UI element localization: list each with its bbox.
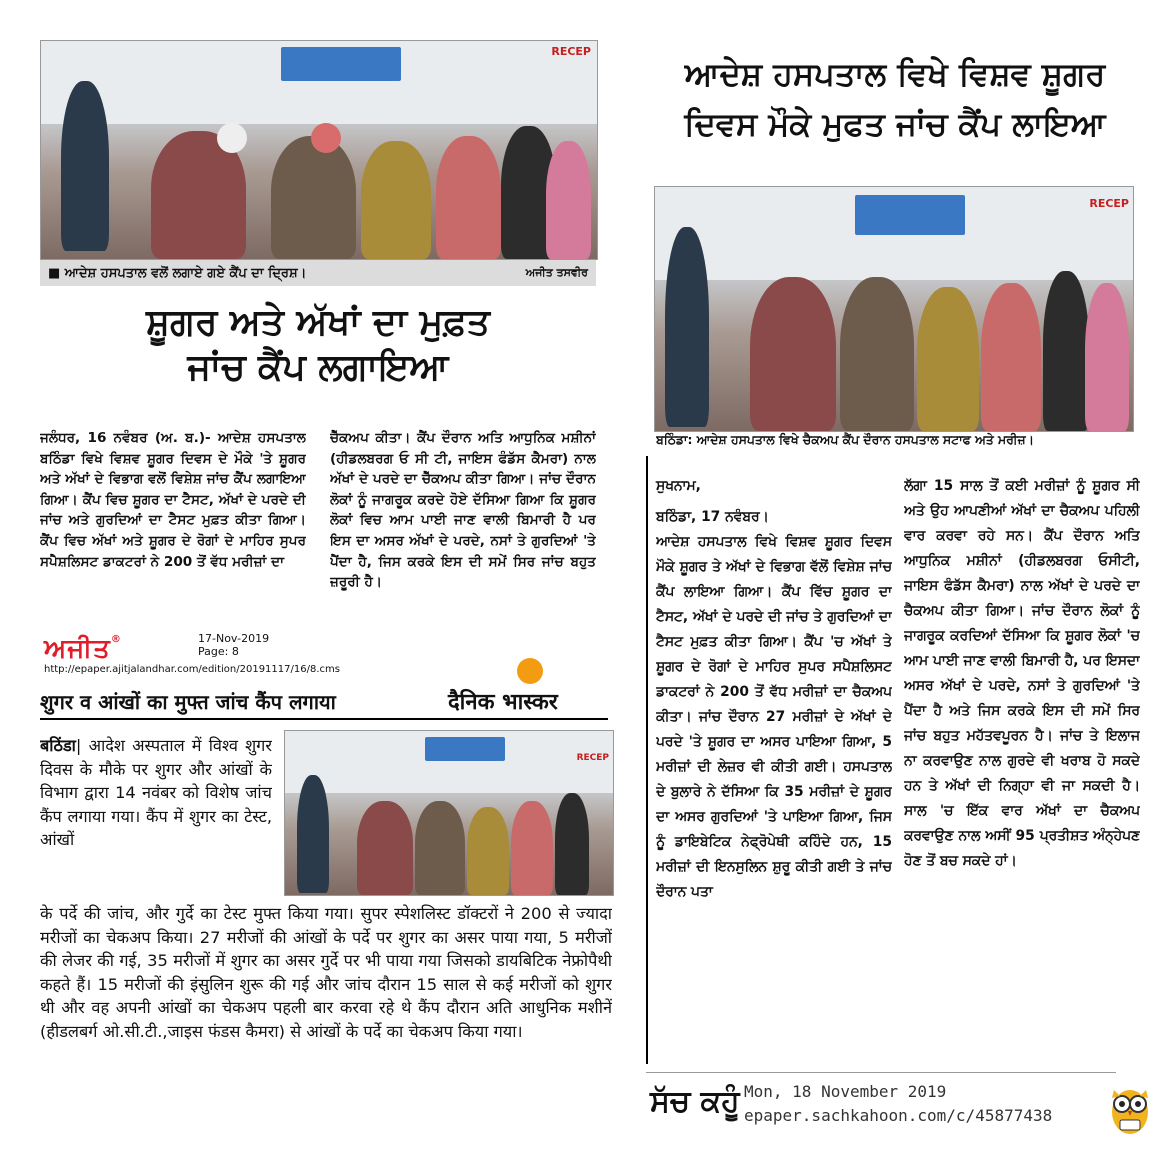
sachkahoon-url[interactable]: epaper.sachkahoon.com/c/45877438 [744,1106,1053,1125]
article3-column-1: ਆਦੇਸ਼ ਹਸਪਤਾਲ ਵਿਖੇ ਵਿਸ਼ਵ ਸ਼ੂਗਰ ਦਿਵਸ ਮੌਕੇ ਸ਼ੂਗਰ ਤੇ ਅੱਖਾਂ ਦੇ ਵਿਭਾਗ ਵੱਲੋਂ ਵਿਸ਼ੇਸ਼ ਜਾਂਚ ਕੈਂਪ ਲਾਇਆ ਗਿਆ। ਕੈਂਪ ਵਿੱਚ ਸ਼ੂਗਰ ਦਾ ਟੈਸਟ, ਅੱਖਾਂ ਦੇ ਪਰਦੇ ਦੀ ਜਾਂਚ ਤੇ ਗੁਰਦਿਆਂ ਦਾ ਟੈਸਟ ਮੁਫ਼ਤ ਕੀਤਾ ਗਿਆ। ਕੈਂਪ 'ਚ ਅੱਖਾਂ ਤੇ ਸ਼ੂਗਰ ਦੇ ਰੋਗਾਂ ਦੇ ਮਾਹਿਰ ਸੁਪਰ ਸਪੈਸ਼ਲਿਸਟ ਡਾਕਟਰਾਂ ਨੇ 200 ਤੋਂ ਵੱਧ ਮਰੀਜ਼ਾਂ ਦਾ ਚੈਕਅਪ ਕੀਤਾ। ਜਾਂਚ ਦੌਰਾਨ 27 ਮਰੀਜ਼ਾਂ ਦੇ ਅੱਖਾਂ ਦੇ ਪਰਦੇ 'ਤੇ ਸ਼ੂਗਰ ਦਾ ਅਸਰ ਪਾਇਆ ਗਿਆ, 5 ਮਰੀਜ਼ਾਂ ਦੀ ਲੇਜ਼ਰ ਵੀ ਕੀਤੀ ਗਈ। ਹਸਪਤਾਲ ਦੇ ਬੁਲਾਰੇ ਨੇ ਦੱਸਿਆ ਕਿ 35 ਮਰੀਜ਼ਾਂ ਦੇ ਸ਼ੂਗਰ ਦਾ ਅਸਰ ਗੁਰਦਿਆਂ 'ਤੇ ਪਾਇਆ ਗਿਆ, ਜਿਸ ਨੂੰ ਡਾਇਬੇਟਿਕ ਨੇਫ੍ਰੋਪੇਥੀ ਕਹਿੰਦੇ ਹਨ, 15 ਮਰੀਜ਼ਾਂ ਦੀ ਇਨਸੁਲਿਨ ਸ਼ੁਰੂ ਕੀਤੀ ਗਈ ਤੇ ਜਾਂਚ ਦੌਰਾਨ ਪਤਾ [656,534,892,900]
recep-sign: RECEP [551,45,591,58]
article1-photo [40,40,598,260]
ajit-url[interactable]: http://epaper.ajitjalandhar.com/edition/20191117/16/8.cms [44,664,340,675]
article3-photo [654,186,1134,432]
recep-sign: RECEP [1089,197,1129,210]
article3-footer-rule [646,1072,1116,1073]
article3-photo-caption: ਬਠਿੰਡਾ: ਆਦੇਸ਼ ਹਸਪਤਾਲ ਵਿਖੇ ਚੈਕਅਪ ਕੈਂਪ ਦੌਰਾਨ ਹਸਪਤਾਲ ਸਟਾਫ ਅਤੇ ਮਰੀਜ਼। [656,432,1034,447]
headline-line-1: ਸ਼ੂਗਰ ਅਤੇ ਅੱਖਾਂ ਦਾ ਮੁਫ਼ਤ [146,302,490,343]
article3-dateline: ਬਠਿੰਡਾ, 17 ਨਵੰਬਰ। [656,509,769,525]
bhaskar-logo: दैनिक भास्कर [448,690,558,715]
article2-place: बठिंडा [40,736,76,755]
photo-credit: ਅਜੀਤ ਤਸਵੀਰ [525,266,588,279]
article2-body: के पर्दे की जांच, और गुर्दे का टेस्ट मुफ्त किया गया। सुपर स्पेशलिस्ट डॉक्टरों ने 200 से ज्यादा मरीजों का चेकअप किया। 27 मरीजों की आंखों के पर्दे पर शुगर का असर पाया गया, 5 मरीजों की लेजर की गई, 35 मरीजों में शुगर का असर गुर्दे पर भी पाया गया जिसको डायबिटिक नेफ्रोपैथी कहते हैं। 15 मरीजों की इंसुलिन शुरू की गई और जांच दौरान 15 साल से कई मरीजों को शुगर थी और वह अपनी आंखों का चेकअप पहली बार करवा रहे थे कैंप दौरान अति आधुनिक मशीनें (हीडलबर्ग ओ.सी.टी.,जाइस फंडस कैमरा) से आंखों के पर्दे का चेकअप किया गया। [40,904,612,1041]
owl-mascot-icon [1110,1080,1150,1136]
ajit-logo-text: ਅਜੀਤ [44,634,111,664]
ajit-date: 17-Nov-2019 [198,632,270,645]
sachkahoon-logo: ਸੱਚ ਕਹੂੰ [650,1084,740,1119]
recep-sign: RECEP [576,753,609,763]
article2-lead: बठिंडा| आदेश अस्पताल में विश्व शुगर दिवस के मौके पर शुगर और आंखों के विभाग द्वारा 14 नवंबर को विशेष जांच कैंप लगाया गया। कैंप में शुगर का टेस्ट, आंखों [40,736,272,850]
article1-column-2: ਚੈੱਕਅਪ ਕੀਤਾ। ਕੈਂਪ ਦੌਰਾਨ ਅਤਿ ਆਧੁਨਿਕ ਮਸ਼ੀਨਾਂ (ਹੀਡਲਬਰਗ ਓ ਸੀ ਟੀ, ਜਾਇਸ ਫੰਡੱਸ ਕੈਮਰਾ) ਨਾਲ ਅੱਖਾਂ ਦੇ ਪਰਦੇ ਦਾ ਚੈੱਕਅਪ ਕੀਤਾ ਗਿਆ। ਜਾਂਚ ਦੌਰਾਨ ਲੋਕਾਂ ਨੂੰ ਜਾਗਰੂਕ ਕਰਦੇ ਹੋਏ ਦੱਸਿਆ ਗਿਆ ਕਿ ਸ਼ੂਗਰ ਲੋਕਾਂ ਵਿਚ ਆਮ ਪਾਈ ਜਾਣ ਵਾਲੀ ਬਿਮਾਰੀ ਹੈ ਪਰ ਇਸ ਦਾ ਅਸਰ ਅੱਖਾਂ ਦੇ ਪਰਦੇ, ਨਸਾਂ ਤੇ ਗੁਰਦਿਆਂ 'ਤੇ ਪੈਂਦਾ ਹੈ, ਜਿਸ ਕਰਕੇ ਇਸ ਦੀ ਸਮੇਂ ਸਿਰ ਜਾਂਚ ਬਹੁਤ ਜ਼ਰੂਰੀ ਹੈ। [330,430,596,591]
ajit-page: Page: 8 [198,645,239,658]
ajit-logo [44,634,122,665]
ajit-logo-mark: ® [110,634,122,645]
article2-rule [40,718,608,720]
headline-line-2: ਜਾਂਚ ਕੈਂਪ ਲਗਾਇਆ [187,347,449,388]
article2-headline: शुगर व आंखों का मुफ्त जांच कैंप लगाया [40,690,336,714]
photo-caption-text: ■ ਆਦੇਸ਼ ਹਸਪਤਾਲ ਵਲੋਂ ਲਗਾਏ ਗਏ ਕੈਂਪ ਦਾ ਦ੍ਰਿਸ਼। [48,265,307,281]
article3-rule [646,456,648,1064]
article1-headline [40,300,596,390]
article3-byline: ਸੁਖਨਾਮ, [656,478,701,494]
sachkahoon-date: Mon, 18 November 2019 [744,1082,947,1101]
article1-photo-caption [40,260,596,286]
article1-column-1: ਜਲੰਧਰ, 16 ਨਵੰਬਰ (ਅ. ਬ.)- ਆਦੇਸ਼ ਹਸਪਤਾਲ ਬਠਿੰਡਾ ਵਿਖੇ ਵਿਸ਼ਵ ਸ਼ੂਗਰ ਦਿਵਸ ਦੇ ਮੌਕੇ 'ਤੇ ਸ਼ੂਗਰ ਅਤੇ ਅੱਖਾਂ ਦੇ ਵਿਭਾਗ ਵਲੋਂ ਵਿਸ਼ੇਸ਼ ਜਾਂਚ ਕੈਂਪ ਲਗਾਇਆ ਗਿਆ। ਕੈਂਪ ਵਿਚ ਸ਼ੂਗਰ ਦਾ ਟੈਸਟ, ਅੱਖਾਂ ਦੇ ਪਰਦੇ ਦੀ ਜਾਂਚ ਅਤੇ ਗੁਰਦਿਆਂ ਦਾ ਟੈਸਟ ਮੁਫ਼ਤ ਕੀਤਾ ਗਿਆ। ਕੈਂਪ ਵਿਚ ਅੱਖਾਂ ਅਤੇ ਸ਼ੂਗਰ ਦੇ ਰੋਗਾਂ ਦੇ ਮਾਹਿਰ ਸੁਪਰ ਸਪੈਸ਼ਲਿਸਟ ਡਾਕਟਰਾਂ ਨੇ 200 ਤੋਂ ਵੱਧ ਮਰੀਜ਼ਾਂ ਦਾ [40,430,306,570]
headline-line-1: ਆਦੇਸ਼ ਹਸਪਤਾਲ ਵਿਖੇ ਵਿਸ਼ਵ ਸ਼ੂਗਰ [684,55,1106,93]
article3-column-2: ਲੱਗਾ 15 ਸਾਲ ਤੋਂ ਕਈ ਮਰੀਜ਼ਾਂ ਨੂੰ ਸ਼ੂਗਰ ਸੀ ਅਤੇ ਉਹ ਆਪਣੀਆਂ ਅੱਖਾਂ ਦਾ ਚੈਕਅਪ ਪਹਿਲੀ ਵਾਰ ਕਰਵਾ ਰਹੇ ਸਨ। ਕੈਂਪ ਦੌਰਾਨ ਅਤਿ ਆਧੁਨਿਕ ਮਸ਼ੀਨਾਂ (ਹੀਡਲਬਰਗ ਓਸੀਟੀ, ਜਾਇਸ ਫੰਡੱਸ ਕੈਮਰਾ) ਨਾਲ ਅੱਖਾਂ ਦੇ ਪਰਦੇ ਦਾ ਚੈਕਅਪ ਕੀਤਾ ਗਿਆ। ਜਾਂਚ ਦੌਰਾਨ ਲੋਕਾਂ ਨੂੰ ਜਾਗਰੂਕ ਕਰਦਿਆਂ ਦੱਸਿਆ ਕਿ ਸ਼ੂਗਰ ਲੋਕਾਂ 'ਚ ਆਮ ਪਾਈ ਜਾਣ ਵਾਲੀ ਬਿਮਾਰੀ ਹੈ, ਪਰ ਇਸਦਾ ਅਸਰ ਅੱਖਾਂ ਦੇ ਪਰਦੇ, ਨਸਾਂ ਤੇ ਗੁਰਦਿਆਂ 'ਤੇ ਪੈਂਦਾ ਹੈ ਅਤੇ ਜਿਸ ਕਰਕੇ ਇਸ ਦੀ ਸਮੇਂ ਸਿਰ ਜਾਂਚ ਬਹੁਤ ਮਹੱਤਵਪੂਰਨ ਹੈ। ਜਾਂਚ ਤੇ ਇਲਾਜ ਨਾ ਕਰਵਾਉਣ ਨਾਲ ਗੁਰਦੇ ਵੀ ਖਰਾਬ ਹੋ ਸਕਦੇ ਹਨ ਤੇ ਅੱਖਾਂ ਦੀ ਨਿਗ੍ਹਾ ਵੀ ਜਾ ਸਕਦੀ ਹੈ। ਸਾਲ 'ਚ ਇੱਕ ਵਾਰ ਅੱਖਾਂ ਦਾ ਚੈਕਅਪ ਕਰਵਾਉਣ ਨਾਲ ਅਸੀਂ 95 ਪ੍ਰਤੀਸ਼ਤ ਅੰਨ੍ਹੇਪਣ ਹੋਣ ਤੋਂ ਬਚ ਸਕਦੇ ਹਾਂ। [904,478,1140,869]
headline-line-2: ਦਿਵਸ ਮੌਕੇ ਮੁਫਤ ਜਾਂਚ ਕੈਂਪ ਲਾਇਆ [684,104,1106,143]
article3-headline [640,50,1150,149]
bhaskar-sun-icon [517,658,543,684]
article2-lead-text: आदेश अस्पताल में विश्व शुगर दिवस के मौके पर शुगर और आंखों के विभाग द्वारा 14 नवंबर को विशेष जांच कैंप लगाया गया। कैंप में शुगर का टेस्ट, आंखों [40,736,272,850]
article2-photo [284,730,614,896]
